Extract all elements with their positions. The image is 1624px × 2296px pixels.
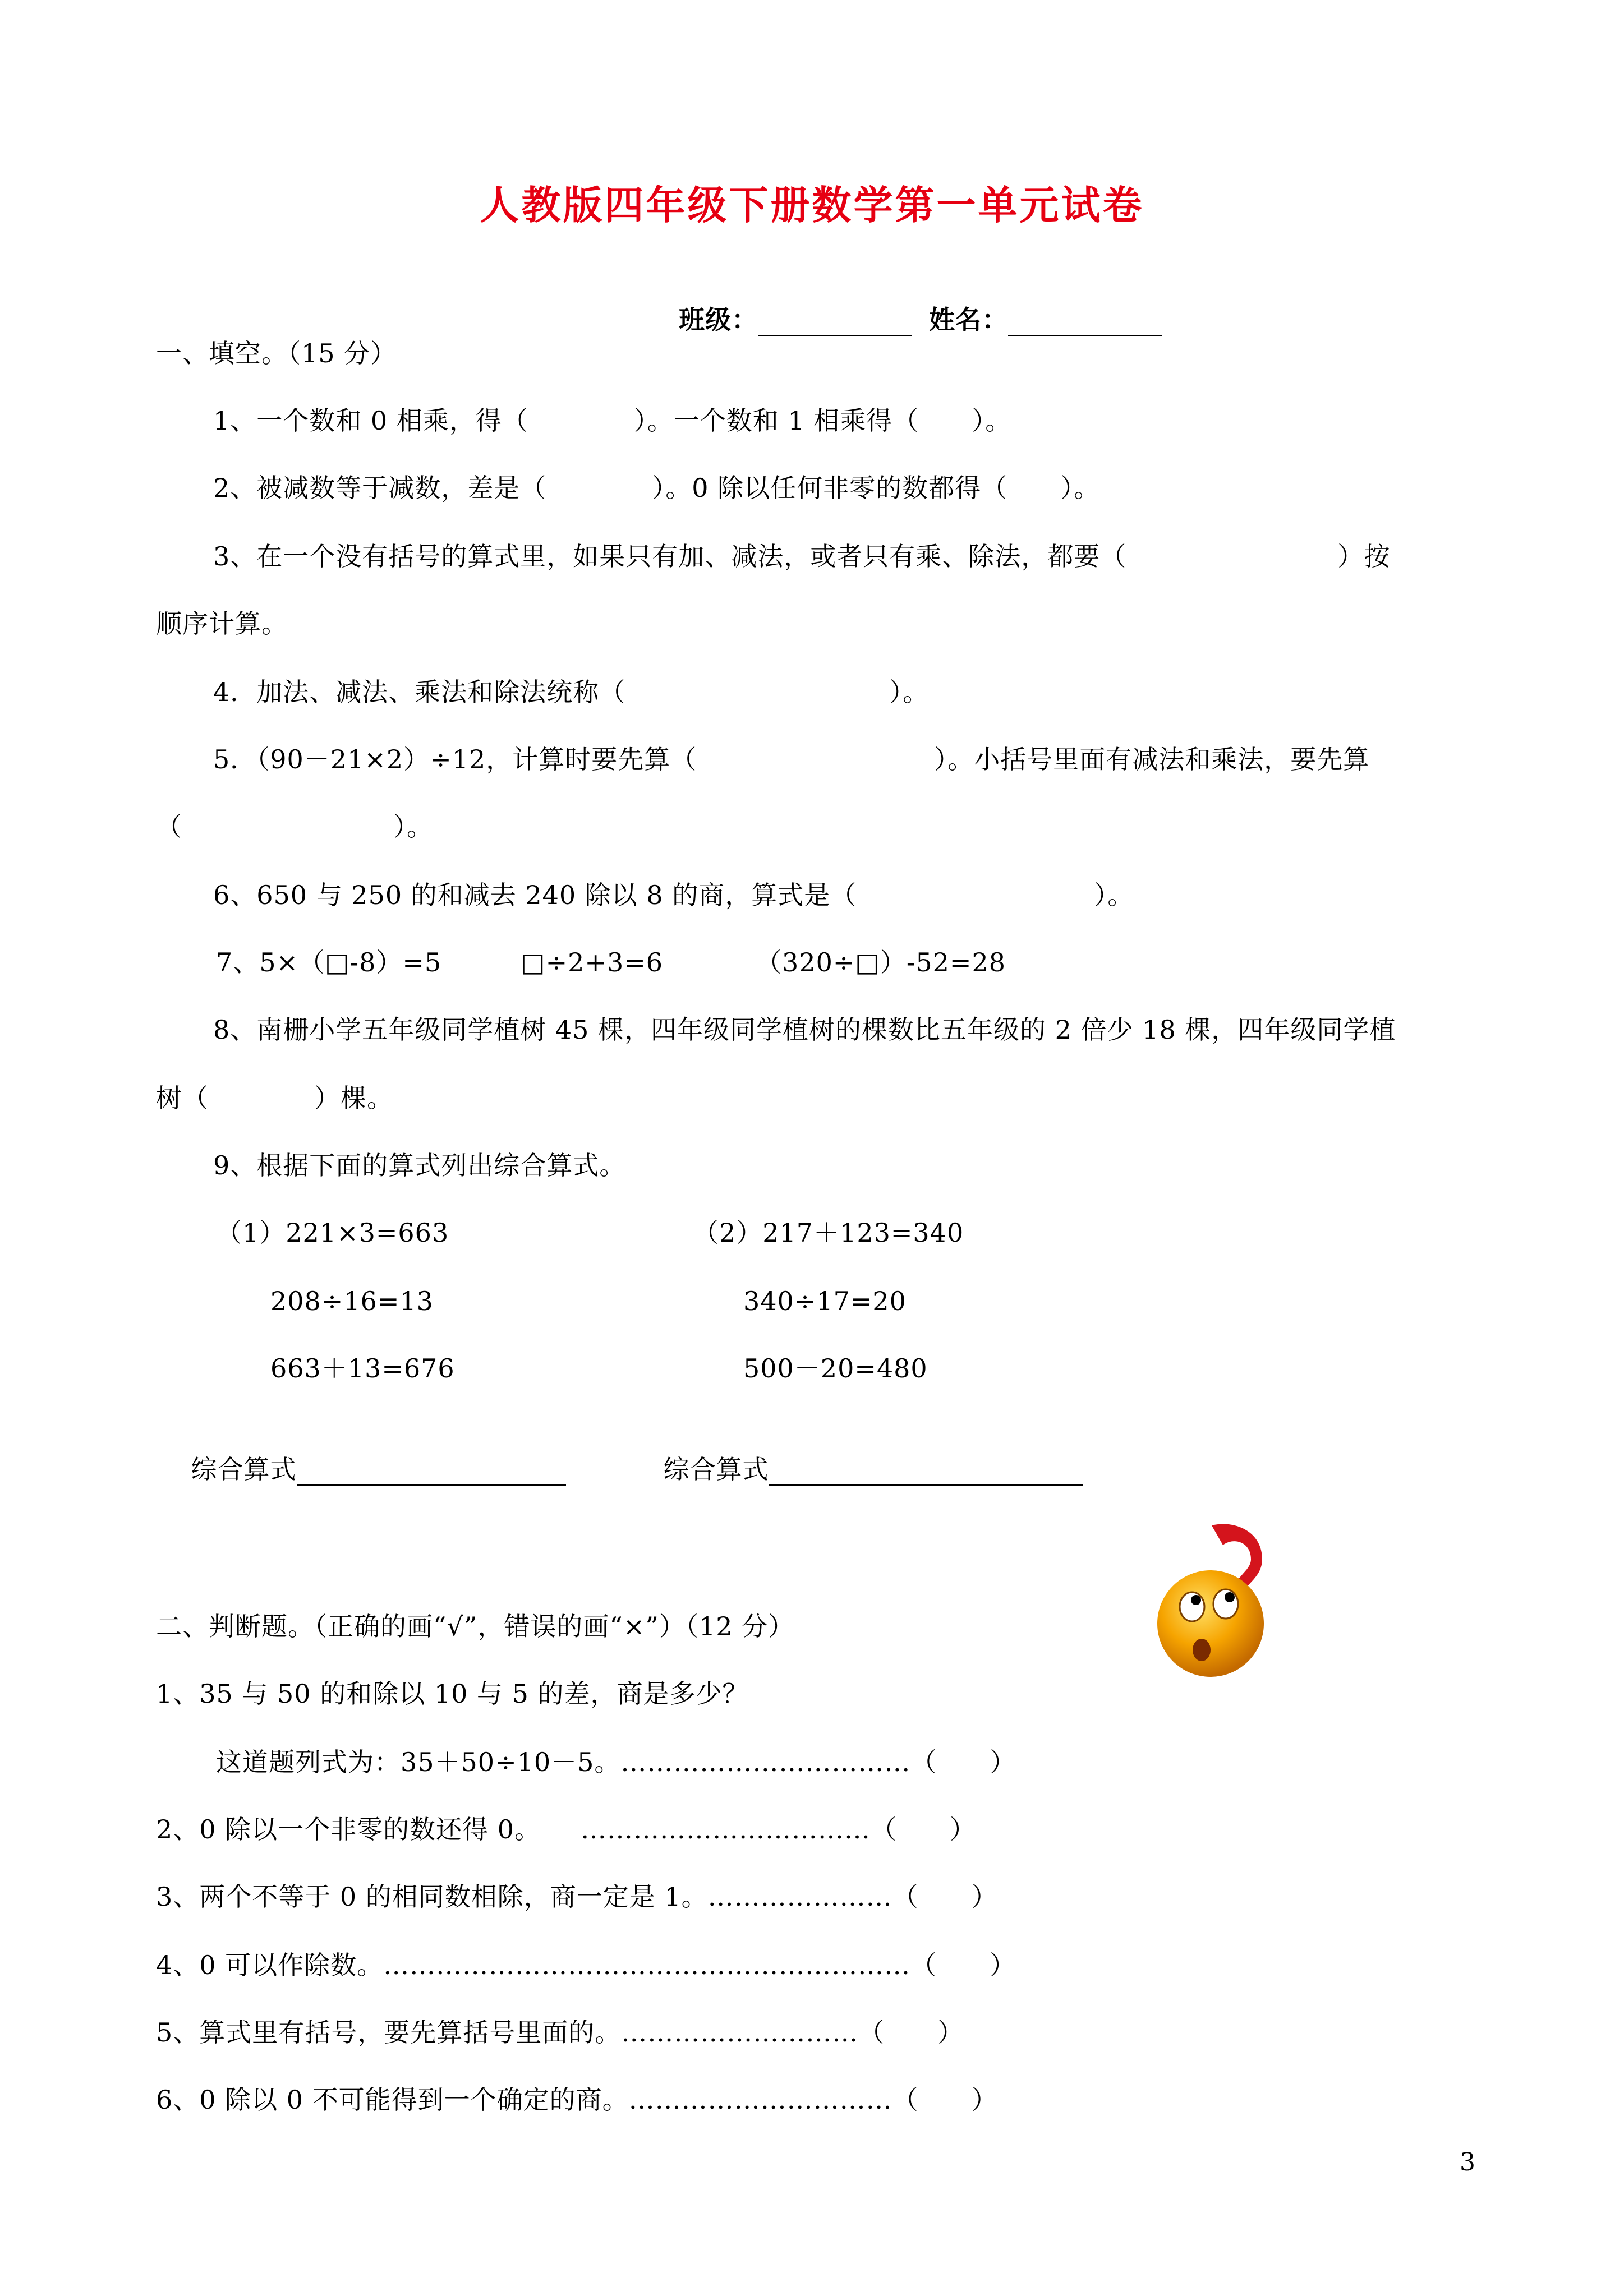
combined-label-2: 综合算式 — [663, 1454, 769, 1484]
question-1-5: 5．（90－21×2）÷12，计算时要先算（ ）。小括号里面有减法和乘法，要先算 — [213, 744, 1370, 774]
page-title: 人教版四年级下册数学第一单元试卷 — [480, 182, 1144, 228]
class-blank[interactable] — [758, 308, 912, 336]
group2-line2: 340÷17=20 — [743, 1286, 907, 1316]
question-1-2: 2、被减数等于减数，差是（ ）。0 除以任何非零的数都得（ ）。 — [213, 473, 1101, 503]
combined-label-1: 综合算式 — [191, 1454, 297, 1484]
group1-label: （1）221×3=663 — [216, 1218, 449, 1248]
question-1-3: 3、在一个没有括号的算式里，如果只有加、减法，或者只有乘、除法，都要（ ）按 — [213, 541, 1391, 571]
page-number: 3 — [1460, 2148, 1475, 2177]
judge-question-6: 6、0 除以 0 不可能得到一个确定的商。…………………………（ ） — [156, 2085, 998, 2115]
group1-line3: 663＋13=676 — [270, 1353, 455, 1384]
group2-line3: 500－20=480 — [743, 1353, 928, 1384]
section2-heading: 二、判断题。（正确的画“√”，错误的画“×”）（12 分） — [156, 1611, 795, 1642]
name-blank[interactable] — [1008, 308, 1162, 336]
judge-question-1: 1、35 与 50 的和除以 10 与 5 的差，商是多少？ — [156, 1679, 749, 1709]
name-label: 姓名： — [929, 305, 1009, 335]
combined-row-2 — [628, 1419, 1083, 1520]
judge-question-3: 3、两个不等于 0 的相同数相除，商一定是 1。…………………（ ） — [156, 1882, 998, 1912]
question-1-1: 1、一个数和 0 相乘，得（ ）。一个数和 1 相乘得（ ）。 — [213, 405, 1012, 436]
question-1-9: 9、根据下面的算式列出综合算式。 — [213, 1150, 626, 1181]
question-1-8-cont: 树（ ）棵。 — [156, 1083, 393, 1113]
question-1-4: 4．加法、减法、乘法和除法统称（ ）。 — [213, 677, 930, 707]
class-label: 班级： — [679, 305, 758, 335]
judge-question-5: 5、算式里有括号，要先算括号里面的。………………………（ ） — [156, 2017, 964, 2048]
question-1-6: 6、650 与 250 的和减去 240 除以 8 的商，算式是（ ）。 — [213, 880, 1134, 910]
question-1-5-cont: （ ）。 — [156, 812, 433, 842]
judge-question-4: 4、0 可以作除数。……………………………………………………（ ） — [156, 1950, 1016, 1980]
group1-line2: 208÷16=13 — [270, 1286, 434, 1316]
question-1-3-cont: 顺序计算。 — [156, 608, 288, 639]
judge-question-1-formula: 这道题列式为：35＋50÷10－5。……………………………（ ） — [216, 1747, 1016, 1777]
header-fields — [641, 269, 1162, 370]
judge-question-2: 2、0 除以一个非零的数还得 0。 ……………………………（ ） — [156, 1814, 977, 1845]
question-1-8: 8、南栅小学五年级同学植树 45 棵，四年级同学植树的棵数比五年级的 2 倍少 18 棵，四年级同学植 — [213, 1015, 1396, 1045]
combined-row-1 — [156, 1419, 566, 1520]
question-1-7: 7、5×（□-8）=5 □÷2+3=6 （320÷□）-52=28 — [216, 947, 1006, 978]
combined-answer-1[interactable] — [297, 1456, 566, 1486]
section1-heading: 一、填空。（15 分） — [156, 338, 397, 368]
confused-face-question-mark-icon — [1150, 1520, 1285, 1682]
combined-answer-2[interactable] — [769, 1456, 1083, 1486]
group2-label: （2）217＋123=340 — [693, 1218, 964, 1248]
